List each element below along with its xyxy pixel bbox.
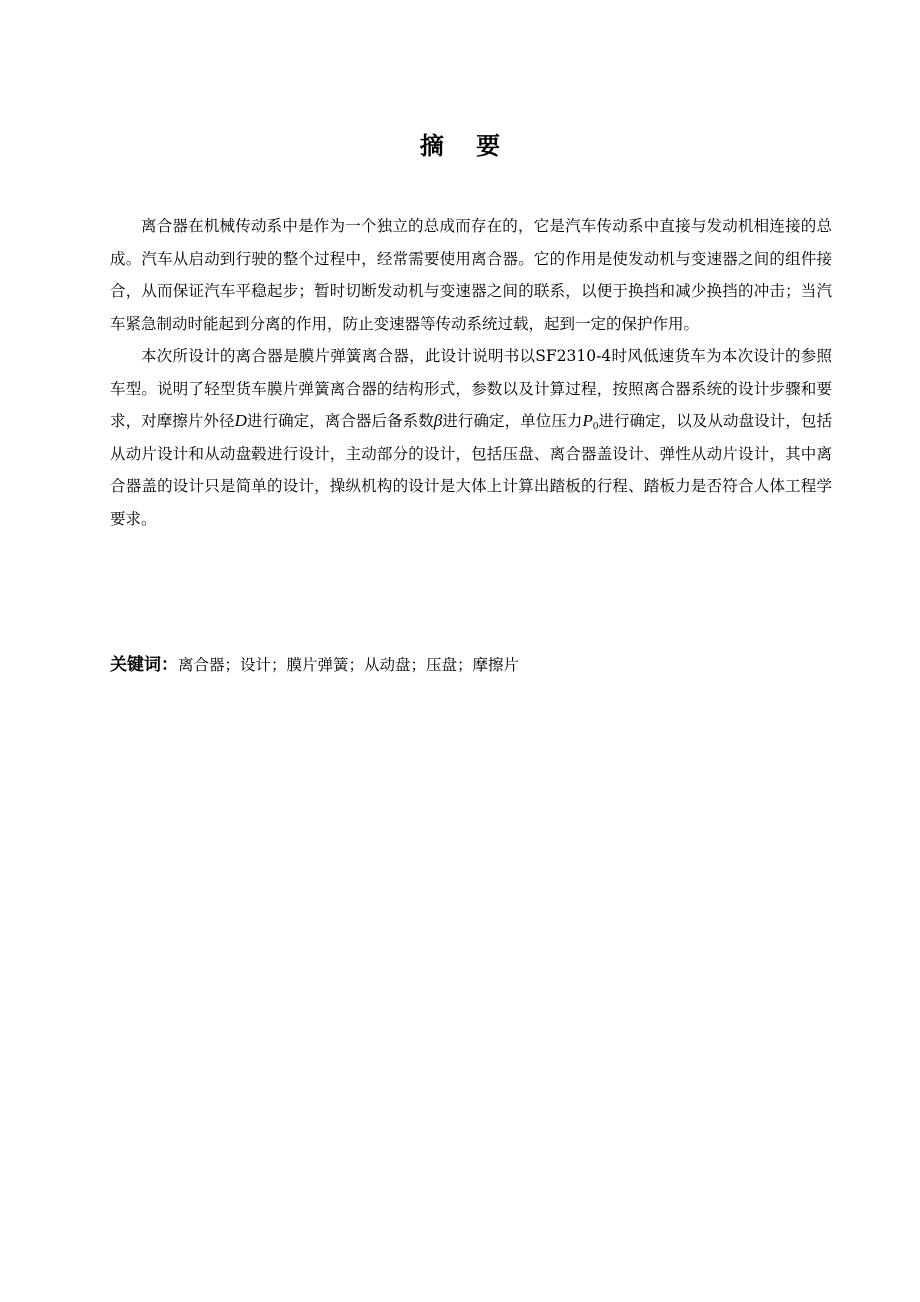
abstract-body: [110, 210, 832, 535]
abstract-paragraph-1: 离合器在机械传动系中是作为一个独立的总成而存在的，它是汽车传动系中直接与发动机相连接的总成。汽车从启动到行驶的整个过程中，经常需要使用离合器。它的作用是使发动机与变速器之间的组件接合，从而保证汽车平稳起步；暂时切断发动机与变速器之间的联系，以便于换挡和减少换挡的冲击；当汽车紧急制动时能起到分离的作用，防止变速器等传动系统过载，起到一定的保护作用。: [110, 217, 832, 333]
paragraph-2-text-4: 进行确定，以及从动盘设计，包括从动片设计和从动盘毂进行设计，主动部分的设计，包括压盘、离合器盖设计、弹性从动片设计，其中离合器盖的设计只是简单的设计，操纵机构的设计是大体上计算出踏板的行程、踏板力是否符合人体工程学要求。: [110, 412, 832, 528]
keywords-label: 关键词：: [110, 655, 178, 675]
symbol-p0: [582, 411, 598, 430]
symbol-beta: β: [433, 411, 443, 430]
paragraph-2-text-2: 进行确定，离合器后备系数: [246, 412, 434, 430]
paragraph-2-text-1: 本次所设计的离合器是膜片弹簧离合器，此设计说明书以SF2310-4时风低速货车为本次设计的参照车型。说明了轻型货车膜片弹簧离合器的结构形式，参数以及计算过程，按照离合器系统的设计步骤和要求，对摩擦片外径: [110, 347, 832, 430]
keywords-line: [110, 649, 832, 681]
symbol-p-subscript: 0: [592, 420, 599, 432]
paragraph-2-text-3: 进行确定，单位压力: [442, 412, 583, 430]
keywords-text: 离合器；设计；膜片弹簧；从动盘；压盘；摩擦片: [178, 656, 520, 674]
abstract-paragraph-2: [110, 340, 832, 535]
symbol-d: D: [234, 411, 247, 430]
page-title: 摘 要: [419, 132, 513, 160]
symbol-p: P: [582, 411, 593, 430]
